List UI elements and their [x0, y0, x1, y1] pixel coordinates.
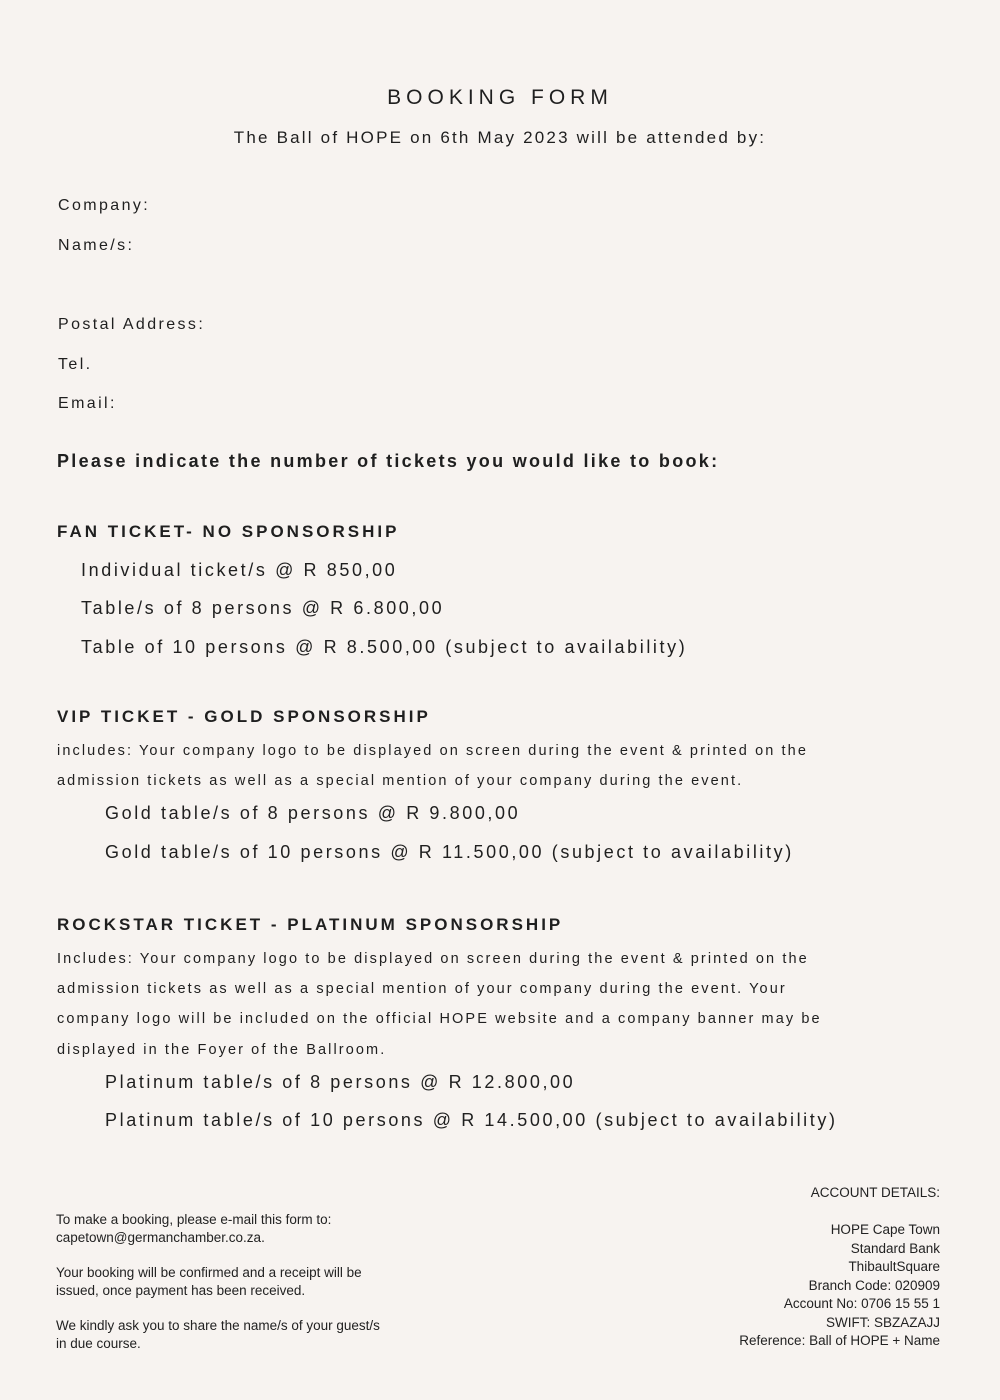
account-details — [739, 1221, 940, 1351]
vip-description-line: includes: Your company logo to be displayed on screen during the event & printed on the — [57, 743, 809, 759]
vip-description-line: admission tickets as well as a special mention of your company during the event. — [57, 773, 744, 789]
rockstar-description-line: displayed in the Foyer of the Ballroom. — [57, 1042, 387, 1058]
rockstar-description-line: admission tickets as well as a special mention of your company during the event. Your — [57, 981, 787, 997]
email-field-label: Email: — [58, 395, 117, 412]
rockstar-description-line: company logo will be included on the official HOPE website and a company banner may be — [57, 1011, 822, 1027]
vip-ticket-heading: VIP TICKET - GOLD SPONSORSHIP — [57, 707, 431, 726]
fan-option-table-8: Table/s of 8 persons @ R 6.800,00 — [81, 598, 445, 618]
booking-instructions — [56, 1211, 331, 1247]
vip-option-table-8: Gold table/s of 8 persons @ R 9.800,00 — [105, 803, 521, 823]
swift-code: SWIFT: SBZAZAJJ — [825, 1314, 940, 1330]
account-number: Account No: 0706 15 55 1 — [783, 1296, 940, 1311]
names-field-label: Name/s: — [58, 237, 135, 254]
tel-field-label: Tel. — [58, 356, 93, 373]
booking-email-link[interactable]: capetown@germanchamber.co.za. — [56, 1230, 265, 1245]
rockstar-option-table-8: Platinum table/s of 8 persons @ R 12.800,00 — [105, 1072, 576, 1092]
guest-names-note-line: in due course. — [56, 1336, 141, 1351]
account-details-title: ACCOUNT DETAILS: — [810, 1185, 940, 1200]
vip-option-table-10: Gold table/s of 10 persons @ R 11.500,00 (subject to availability) — [105, 842, 794, 862]
ticket-prompt: Please indicate the number of tickets you would like to book: — [57, 451, 720, 471]
payment-reference: Reference: Ball of HOPE + Name — [739, 1333, 940, 1348]
confirmation-note-line: Your booking will be confirmed and a receipt will be — [56, 1265, 362, 1280]
rockstar-ticket-heading: ROCKSTAR TICKET - PLATINUM SPONSORSHIP — [57, 915, 564, 934]
rockstar-option-table-10: Platinum table/s of 10 persons @ R 14.500,00 (subject to availability) — [105, 1110, 838, 1130]
confirmation-note-line: issued, once payment has been received. — [56, 1283, 306, 1298]
account-name: HOPE Cape Town — [830, 1222, 940, 1237]
rockstar-description-line: Includes: Your company logo to be displayed on screen during the event & printed on the — [57, 951, 809, 967]
guest-names-note — [56, 1317, 380, 1353]
guest-names-note-line: We kindly ask you to share the name/s of your guest/s — [56, 1318, 380, 1333]
postal-address-field-label: Postal Address: — [58, 316, 206, 333]
fan-option-individual: Individual ticket/s @ R 850,00 — [81, 560, 398, 580]
fan-ticket-heading: FAN TICKET- NO SPONSORSHIP — [57, 522, 400, 541]
branch-code: Branch Code: 020909 — [808, 1277, 940, 1293]
page-subtitle: The Ball of HOPE on 6th May 2023 will be attended by: — [233, 128, 767, 147]
page-title: BOOKING FORM — [387, 86, 613, 109]
fan-option-table-10: Table of 10 persons @ R 8.500,00 (subject to availability) — [81, 637, 688, 657]
bank-name: Standard Bank — [850, 1240, 940, 1256]
bank-branch: ThibaultSquare — [848, 1259, 940, 1274]
company-field-label: Company: — [58, 197, 151, 214]
confirmation-note — [56, 1264, 362, 1300]
booking-instructions-line: To make a booking, please e-mail this form to: — [56, 1212, 332, 1227]
